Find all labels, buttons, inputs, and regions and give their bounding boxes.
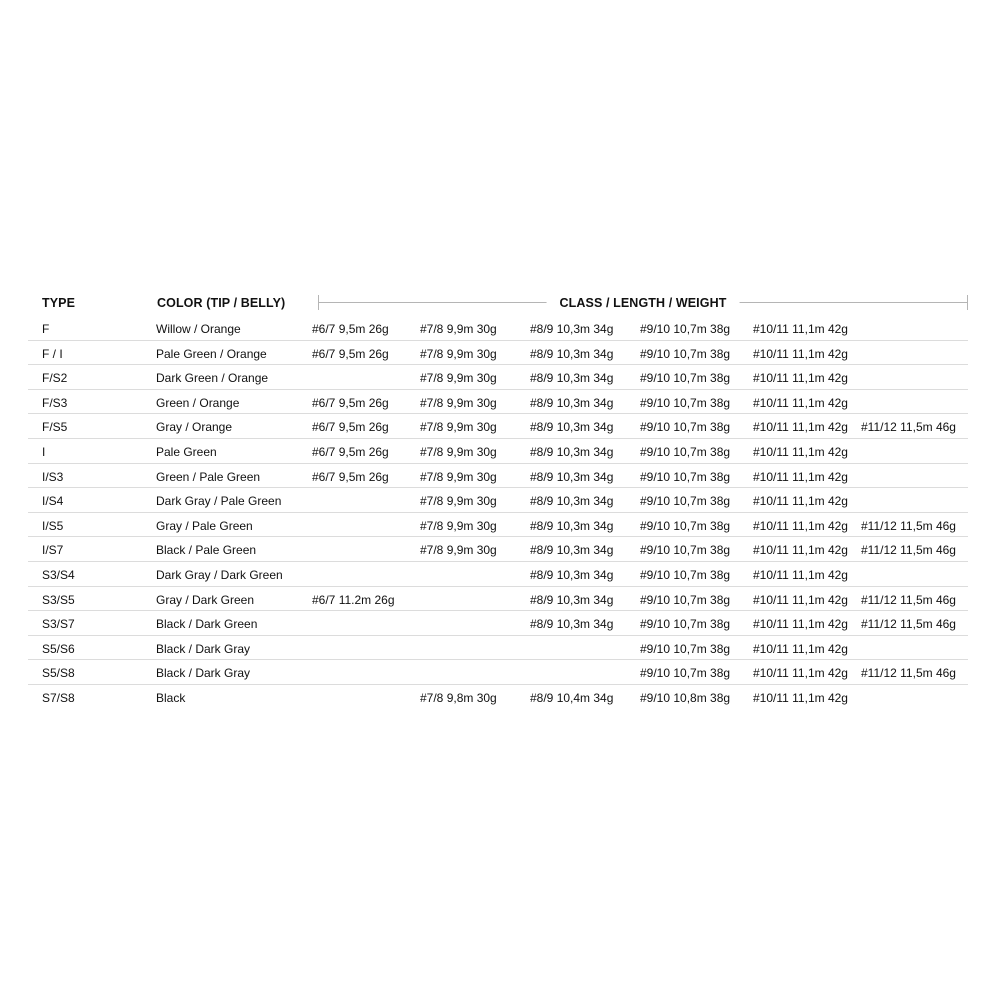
cell-class-length-weight: #8/9 10,3m 34g <box>530 469 614 484</box>
cell-class-length-weight: #8/9 10,3m 34g <box>530 444 614 459</box>
cell-class-length-weight: #11/12 11,5m 46g <box>861 420 956 435</box>
cell-color: Dark Gray / Dark Green <box>156 567 283 582</box>
header-type: TYPE <box>42 296 76 310</box>
cell-class-length-weight: #6/7 9,5m 26g <box>312 420 389 435</box>
cell-class-length-weight: #10/11 11,1m 42g <box>753 322 848 336</box>
cell-class-length-weight: #9/10 10,7m 38g <box>640 567 731 582</box>
cell-type: I/S7 <box>42 543 64 558</box>
cell-color: Pale Green / Orange <box>156 346 267 361</box>
cell-class-length-weight: #8/9 10,3m 34g <box>530 617 614 632</box>
cell-color: Gray / Orange <box>156 420 233 435</box>
cell-class-length-weight: #8/9 10,3m 34g <box>530 420 614 435</box>
cell-class-length-weight: #9/10 10,7m 38g <box>640 322 731 336</box>
cell-class-length-weight: #10/11 11,1m 42g <box>753 592 848 607</box>
table-row <box>28 316 968 341</box>
cell-class-length-weight: #7/8 9,9m 30g <box>420 322 497 336</box>
cell-class-length-weight: #11/12 11,5m 46g <box>861 666 956 681</box>
cell-type: F <box>42 322 50 336</box>
cell-class-length-weight: #8/9 10,3m 34g <box>530 322 614 336</box>
cell-class-length-weight: #9/10 10,7m 38g <box>640 346 731 361</box>
cell-class-length-weight: #9/10 10,7m 38g <box>640 444 731 459</box>
cell-class-length-weight: #11/12 11,5m 46g <box>861 592 956 607</box>
cell-class-length-weight: #7/8 9,8m 30g <box>420 690 497 705</box>
cell-color: Gray / Dark Green <box>156 592 255 607</box>
cell-class-length-weight: #7/8 9,9m 30g <box>420 518 497 533</box>
table-row <box>28 513 968 538</box>
cell-class-length-weight: #9/10 10,7m 38g <box>640 592 731 607</box>
cell-color: Willow / Orange <box>156 322 241 336</box>
header-bracket-left-tick <box>318 295 319 310</box>
cell-class-length-weight: #7/8 9,9m 30g <box>420 469 497 484</box>
cell-class-length-weight: #9/10 10,7m 38g <box>640 543 731 558</box>
cell-class-length-weight: #8/9 10,3m 34g <box>530 592 614 607</box>
cell-color: Black / Pale Green <box>156 543 257 558</box>
cell-type: F / I <box>42 346 63 361</box>
table-row <box>28 464 968 489</box>
table-row <box>28 685 968 709</box>
cell-class-length-weight: #11/12 11,5m 46g <box>861 617 956 632</box>
cell-class-length-weight: #9/10 10,7m 38g <box>640 666 731 681</box>
cell-type: F/S3 <box>42 395 68 410</box>
table-row <box>28 611 968 636</box>
cell-class-length-weight: #8/9 10,3m 34g <box>530 543 614 558</box>
table-row <box>28 537 968 562</box>
cell-class-length-weight: #10/11 11,1m 42g <box>753 444 848 459</box>
cell-class-length-weight: #10/11 11,1m 42g <box>753 617 848 632</box>
cell-type: I/S4 <box>42 494 64 509</box>
cell-type: I <box>42 444 46 459</box>
cell-color: Pale Green <box>156 444 217 459</box>
cell-class-length-weight: #6/7 11.2m 26g <box>312 592 395 607</box>
cell-type: S5/S6 <box>42 641 75 656</box>
cell-color: Black <box>156 690 186 705</box>
cell-type: S3/S7 <box>42 617 75 632</box>
cell-type: F/S2 <box>42 371 68 386</box>
table-row <box>28 660 968 685</box>
cell-color: Dark Gray / Pale Green <box>156 494 282 509</box>
cell-type: I/S5 <box>42 518 64 533</box>
table-row <box>28 562 968 587</box>
cell-class-length-weight: #10/11 11,1m 42g <box>753 690 848 705</box>
cell-class-length-weight: #10/11 11,1m 42g <box>753 371 848 386</box>
header-class-span <box>318 290 968 316</box>
cell-class-length-weight: #10/11 11,1m 42g <box>753 641 848 656</box>
cell-class-length-weight: #6/7 9,5m 26g <box>312 444 389 459</box>
header-bracket-right-tick <box>967 295 968 310</box>
cell-class-length-weight: #6/7 9,5m 26g <box>312 395 389 410</box>
cell-class-length-weight: #10/11 11,1m 42g <box>753 567 848 582</box>
table-header <box>28 290 968 316</box>
cell-color: Black / Dark Gray <box>156 666 251 681</box>
table-row <box>28 365 968 390</box>
cell-class-length-weight: #10/11 11,1m 42g <box>753 518 848 533</box>
cell-color: Black / Dark Green <box>156 617 258 632</box>
cell-class-length-weight: #9/10 10,7m 38g <box>640 641 731 656</box>
cell-class-length-weight: #7/8 9,9m 30g <box>420 346 497 361</box>
cell-type: S7/S8 <box>42 690 75 705</box>
cell-class-length-weight: #6/7 9,5m 26g <box>312 469 389 484</box>
cell-class-length-weight: #8/9 10,3m 34g <box>530 395 614 410</box>
cell-type: I/S3 <box>42 469 64 484</box>
cell-class-length-weight: #8/9 10,3m 34g <box>530 518 614 533</box>
cell-class-length-weight: #9/10 10,7m 38g <box>640 494 731 509</box>
table-row <box>28 587 968 612</box>
cell-class-length-weight: #11/12 11,5m 46g <box>861 518 956 533</box>
cell-class-length-weight: #9/10 10,8m 38g <box>640 690 731 705</box>
cell-class-length-weight: #7/8 9,9m 30g <box>420 420 497 435</box>
cell-class-length-weight: #10/11 11,1m 42g <box>753 494 848 509</box>
cell-class-length-weight: #9/10 10,7m 38g <box>640 617 731 632</box>
table-row <box>28 390 968 415</box>
cell-class-length-weight: #9/10 10,7m 38g <box>640 518 731 533</box>
cell-class-length-weight: #8/9 10,3m 34g <box>530 567 614 582</box>
table-row <box>28 439 968 464</box>
cell-color: Dark Green / Orange <box>156 371 269 386</box>
cell-class-length-weight: #11/12 11,5m 46g <box>861 543 956 558</box>
cell-class-length-weight: #7/8 9,9m 30g <box>420 444 497 459</box>
cell-class-length-weight: #7/8 9,9m 30g <box>420 543 497 558</box>
cell-class-length-weight: #10/11 11,1m 42g <box>753 346 848 361</box>
cell-class-length-weight: #7/8 9,9m 30g <box>420 371 497 386</box>
cell-type: F/S5 <box>42 420 68 435</box>
cell-type: S3/S5 <box>42 592 75 607</box>
cell-class-length-weight: #8/9 10,4m 34g <box>530 690 614 705</box>
cell-color: Green / Pale Green <box>156 469 261 484</box>
header-color: COLOR (TIP / BELLY) <box>157 296 286 310</box>
cell-class-length-weight: #10/11 11,1m 42g <box>753 420 848 435</box>
cell-class-length-weight: #10/11 11,1m 42g <box>753 395 848 410</box>
spec-table <box>28 290 968 709</box>
cell-class-length-weight: #6/7 9,5m 26g <box>312 346 389 361</box>
table-body <box>28 316 968 709</box>
cell-class-length-weight: #9/10 10,7m 38g <box>640 420 731 435</box>
cell-class-length-weight: #6/7 9,5m 26g <box>312 322 389 336</box>
cell-class-length-weight: #7/8 9,9m 30g <box>420 494 497 509</box>
table-row <box>28 341 968 366</box>
table-row <box>28 488 968 513</box>
cell-type: S3/S4 <box>42 567 75 582</box>
table-row <box>28 636 968 661</box>
cell-type: S5/S8 <box>42 666 75 681</box>
table-row <box>28 414 968 439</box>
cell-color: Green / Orange <box>156 395 240 410</box>
cell-color: Black / Dark Gray <box>156 641 251 656</box>
cell-class-length-weight: #10/11 11,1m 42g <box>753 666 848 681</box>
header-class: CLASS / LENGTH / WEIGHT <box>547 296 740 310</box>
cell-class-length-weight: #9/10 10,7m 38g <box>640 469 731 484</box>
cell-class-length-weight: #10/11 11,1m 42g <box>753 469 848 484</box>
cell-class-length-weight: #8/9 10,3m 34g <box>530 371 614 386</box>
cell-color: Gray / Pale Green <box>156 518 253 533</box>
cell-class-length-weight: #8/9 10,3m 34g <box>530 346 614 361</box>
cell-class-length-weight: #9/10 10,7m 38g <box>640 395 731 410</box>
cell-class-length-weight: #10/11 11,1m 42g <box>753 543 848 558</box>
cell-class-length-weight: #7/8 9,9m 30g <box>420 395 497 410</box>
cell-class-length-weight: #8/9 10,3m 34g <box>530 494 614 509</box>
cell-class-length-weight: #9/10 10,7m 38g <box>640 371 731 386</box>
